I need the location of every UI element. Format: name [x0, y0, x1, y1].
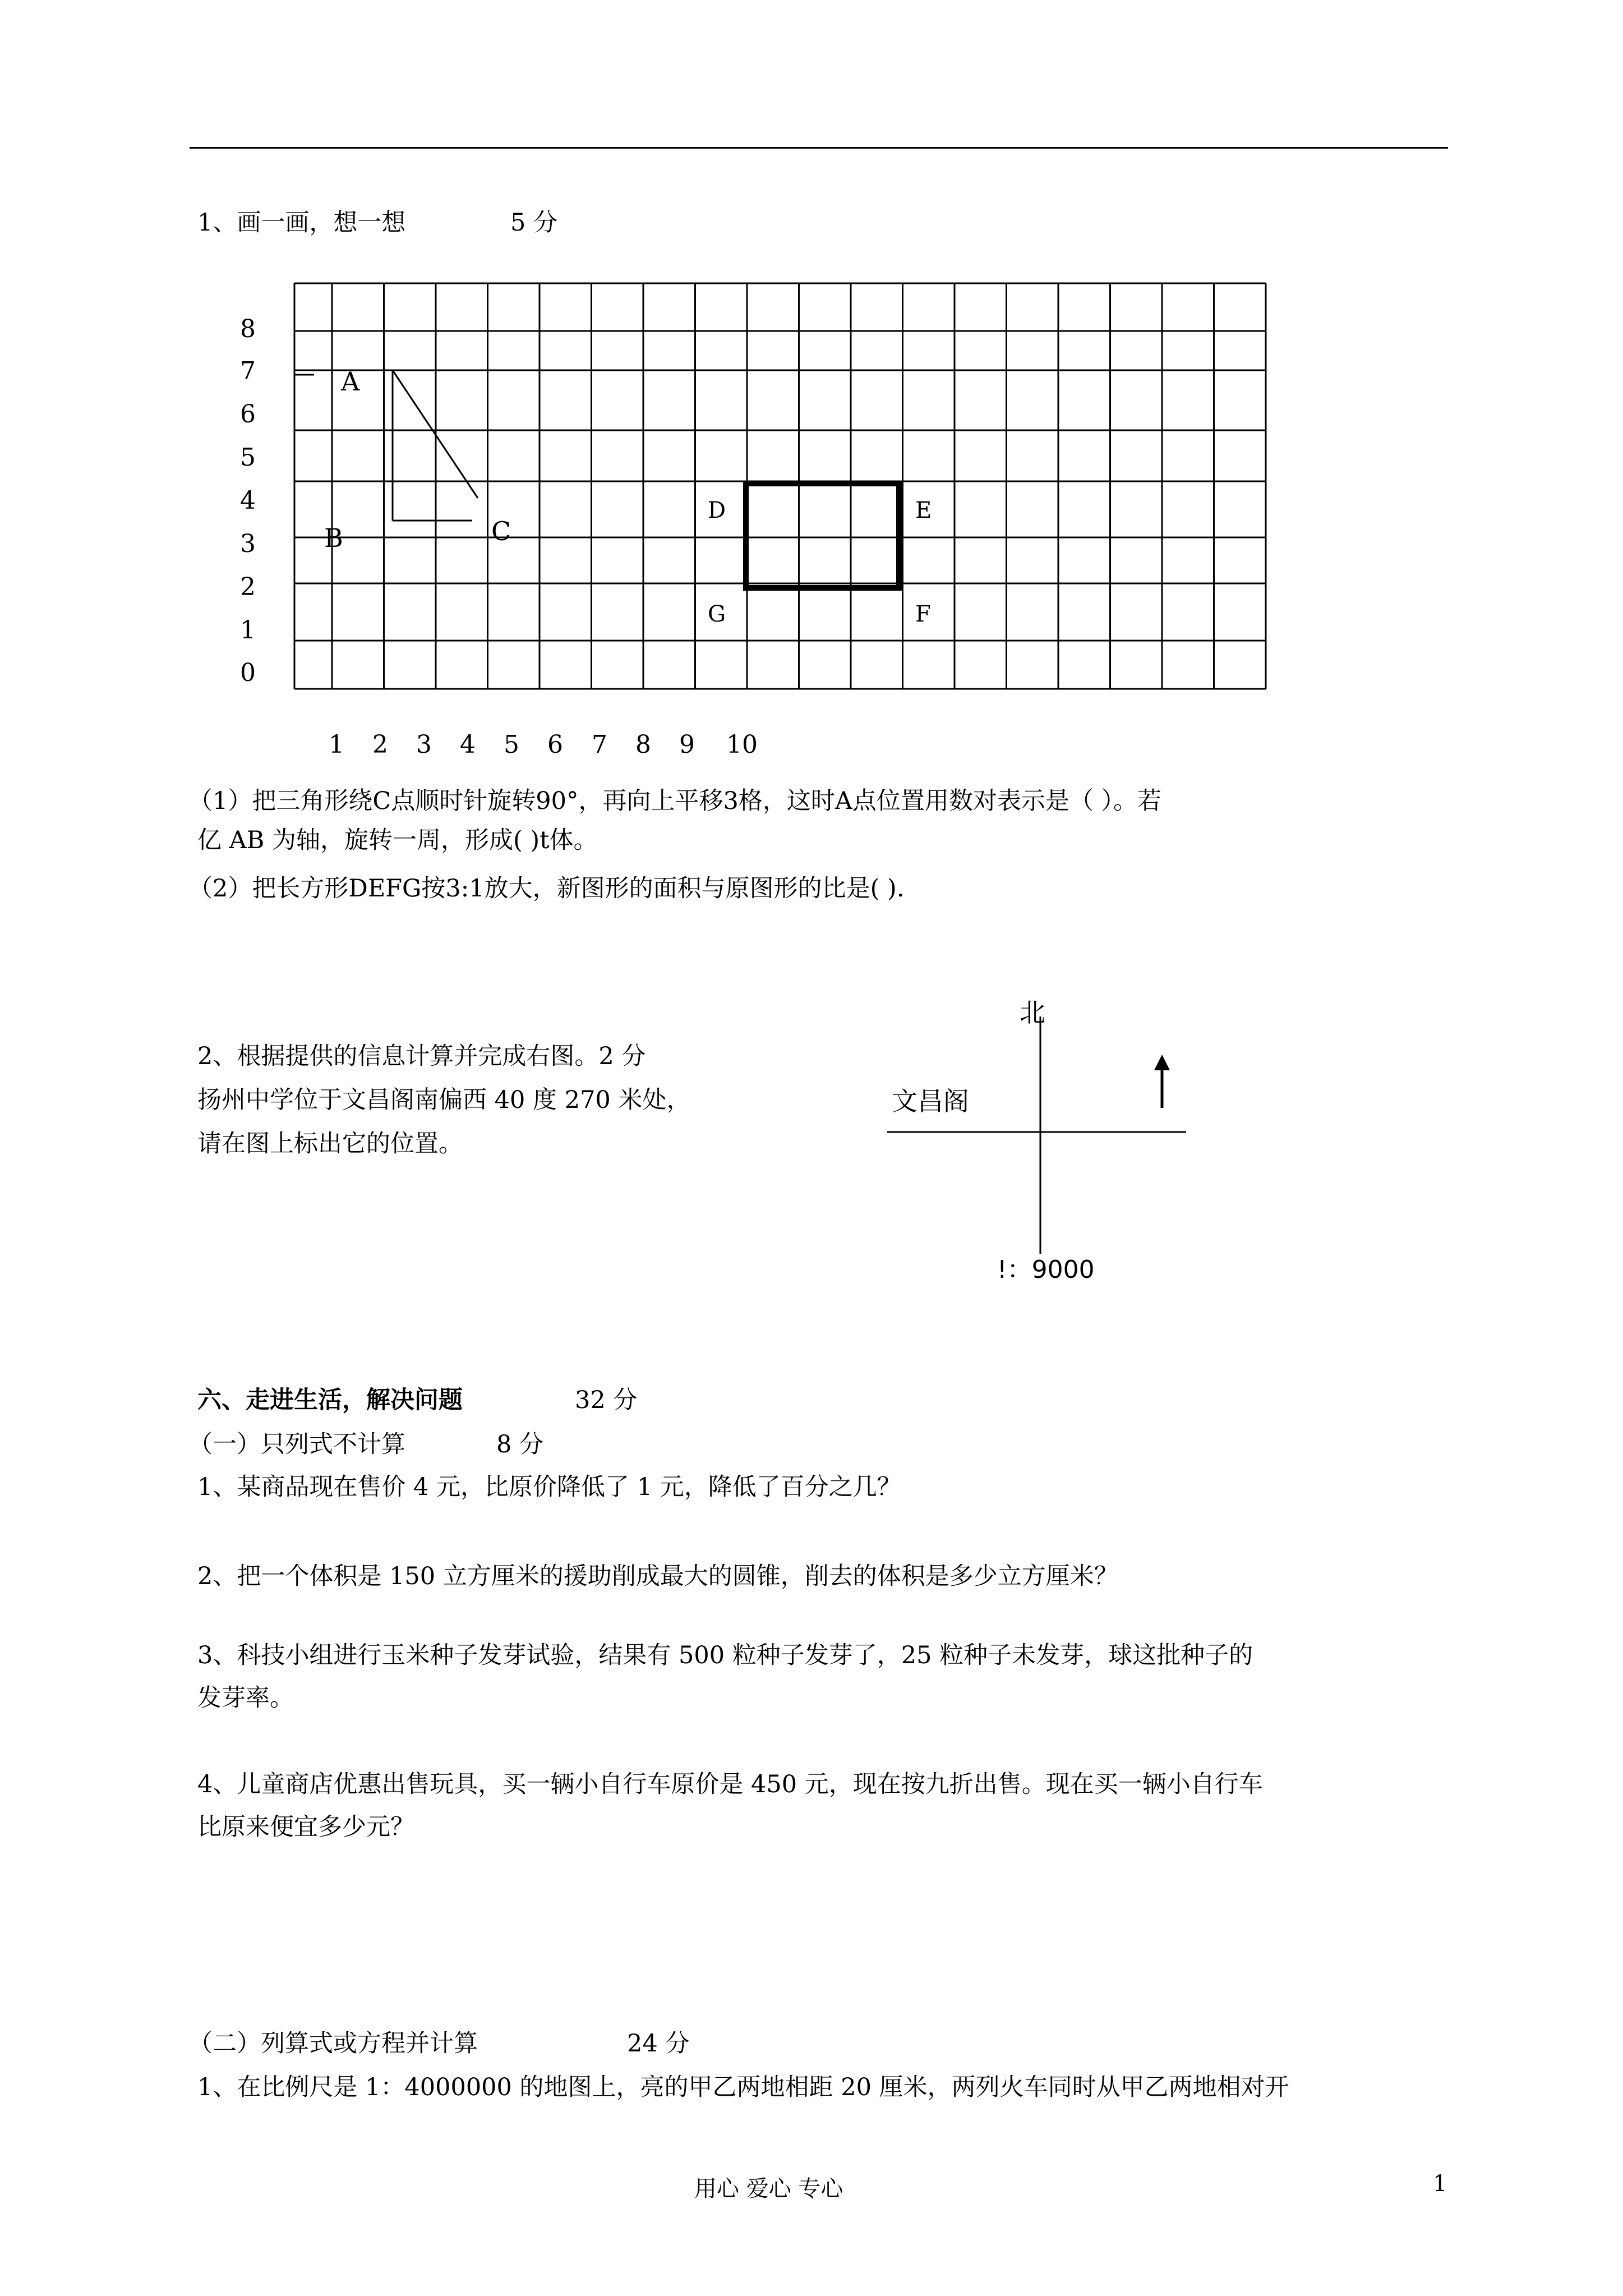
q1-sub2: （2）把长方形DEFG按3:1放大，新图形的面积与原图形的比是( ).: [188, 875, 905, 903]
x-axis-label: 10: [726, 730, 758, 759]
y-axis-label: 3: [240, 530, 256, 558]
part1-q1: 1、某商品现在售价 4 元，比原价降低了 1 元，降低了百分之几？: [197, 1473, 901, 1501]
q1-score: 5 分: [510, 209, 558, 237]
part1-q4-line1: 4、儿童商店优惠出售玩具，买一辆小自行车原价是 450 元，现在按九折出售。现在买一辆小自行车: [197, 1770, 1263, 1798]
part1-q3-line1: 3、科技小组进行玉米种子发芽试验，结果有 500 粒种子发芽了，25 粒种子未发芽，球这批种子的: [197, 1641, 1253, 1669]
part2-score: 24 分: [627, 2030, 690, 2058]
x-axis-label: 2: [372, 730, 388, 759]
point-label-f: F: [915, 601, 931, 627]
y-axis-label: 8: [240, 315, 256, 343]
compass-place-label: 文昌阁: [892, 1086, 969, 1116]
part1-q2: 2、把一个体积是 150 立方厘米的援助削成最大的圆锥，削去的体积是多少立方厘米？: [197, 1562, 1118, 1590]
part1-q4-line2: 比原来便宜多少元？: [197, 1813, 414, 1841]
y-axis-label: 0: [240, 659, 256, 687]
part2-q1: 1、在比例尺是 1：4000000 的地图上，亮的甲乙两地相距 20 厘米，两列火车同时从甲乙两地相对开: [197, 2073, 1289, 2101]
page-number: 1: [1433, 2171, 1447, 2197]
x-axis-label: 9: [679, 730, 695, 759]
part1-title: （一）只列式不计算: [188, 1430, 405, 1458]
point-label-d: D: [708, 498, 726, 523]
q1-sub1-line2: 亿 AB 为轴，旋转一周，形成( )t体。: [197, 826, 598, 854]
x-axis-label: 5: [504, 730, 519, 759]
q1-sub1-line1: （1）把三角形绕C点顺时针旋转90°，再向上平移3格，这时A点位置用数对表示是（ ）。若: [188, 787, 1162, 815]
x-axis-label: 4: [460, 730, 476, 759]
section6-score: 32 分: [575, 1386, 638, 1414]
section6-title: 六、走进生活，解决问题: [197, 1386, 463, 1414]
x-axis-label: 6: [547, 730, 563, 759]
point-label-g: G: [708, 601, 726, 627]
q1-title: 1、画一画，想一想: [197, 209, 406, 237]
y-axis-label: 7: [240, 357, 256, 385]
compass-north-label: 北: [1020, 997, 1045, 1028]
q2-line2: 扬州中学位于文昌阁南偏西 40 度 270 米处，: [197, 1086, 691, 1114]
point-label-b: B: [324, 523, 343, 553]
compass-scale-label: !：9000: [997, 1255, 1095, 1284]
y-axis-label: 1: [240, 616, 256, 645]
point-label-e: E: [915, 498, 932, 523]
part1-score: 8 分: [496, 1430, 544, 1458]
north-arrow-icon: [1154, 1055, 1170, 1070]
part2-title: （二）列算式或方程并计算: [188, 2030, 478, 2058]
point-label-a: A: [341, 366, 360, 397]
q2-line1: 2、根据提供的信息计算并完成右图。2 分: [197, 1042, 646, 1070]
footer-motto: 用心 爱心 专心: [694, 2176, 843, 2202]
x-axis-label: 7: [592, 730, 607, 759]
point-label-c: C: [491, 516, 511, 546]
q2-line3: 请在图上标出它的位置。: [197, 1130, 463, 1158]
y-axis-label: 2: [240, 573, 256, 601]
x-axis-label: 1: [329, 730, 344, 759]
x-axis-label: 8: [635, 730, 651, 759]
part1-q3-line2: 发芽率。: [197, 1684, 294, 1712]
y-axis-label: 4: [240, 486, 256, 515]
x-axis-label: 3: [416, 730, 432, 759]
y-axis-label: 5: [240, 443, 256, 472]
y-axis-label: 6: [240, 400, 256, 429]
